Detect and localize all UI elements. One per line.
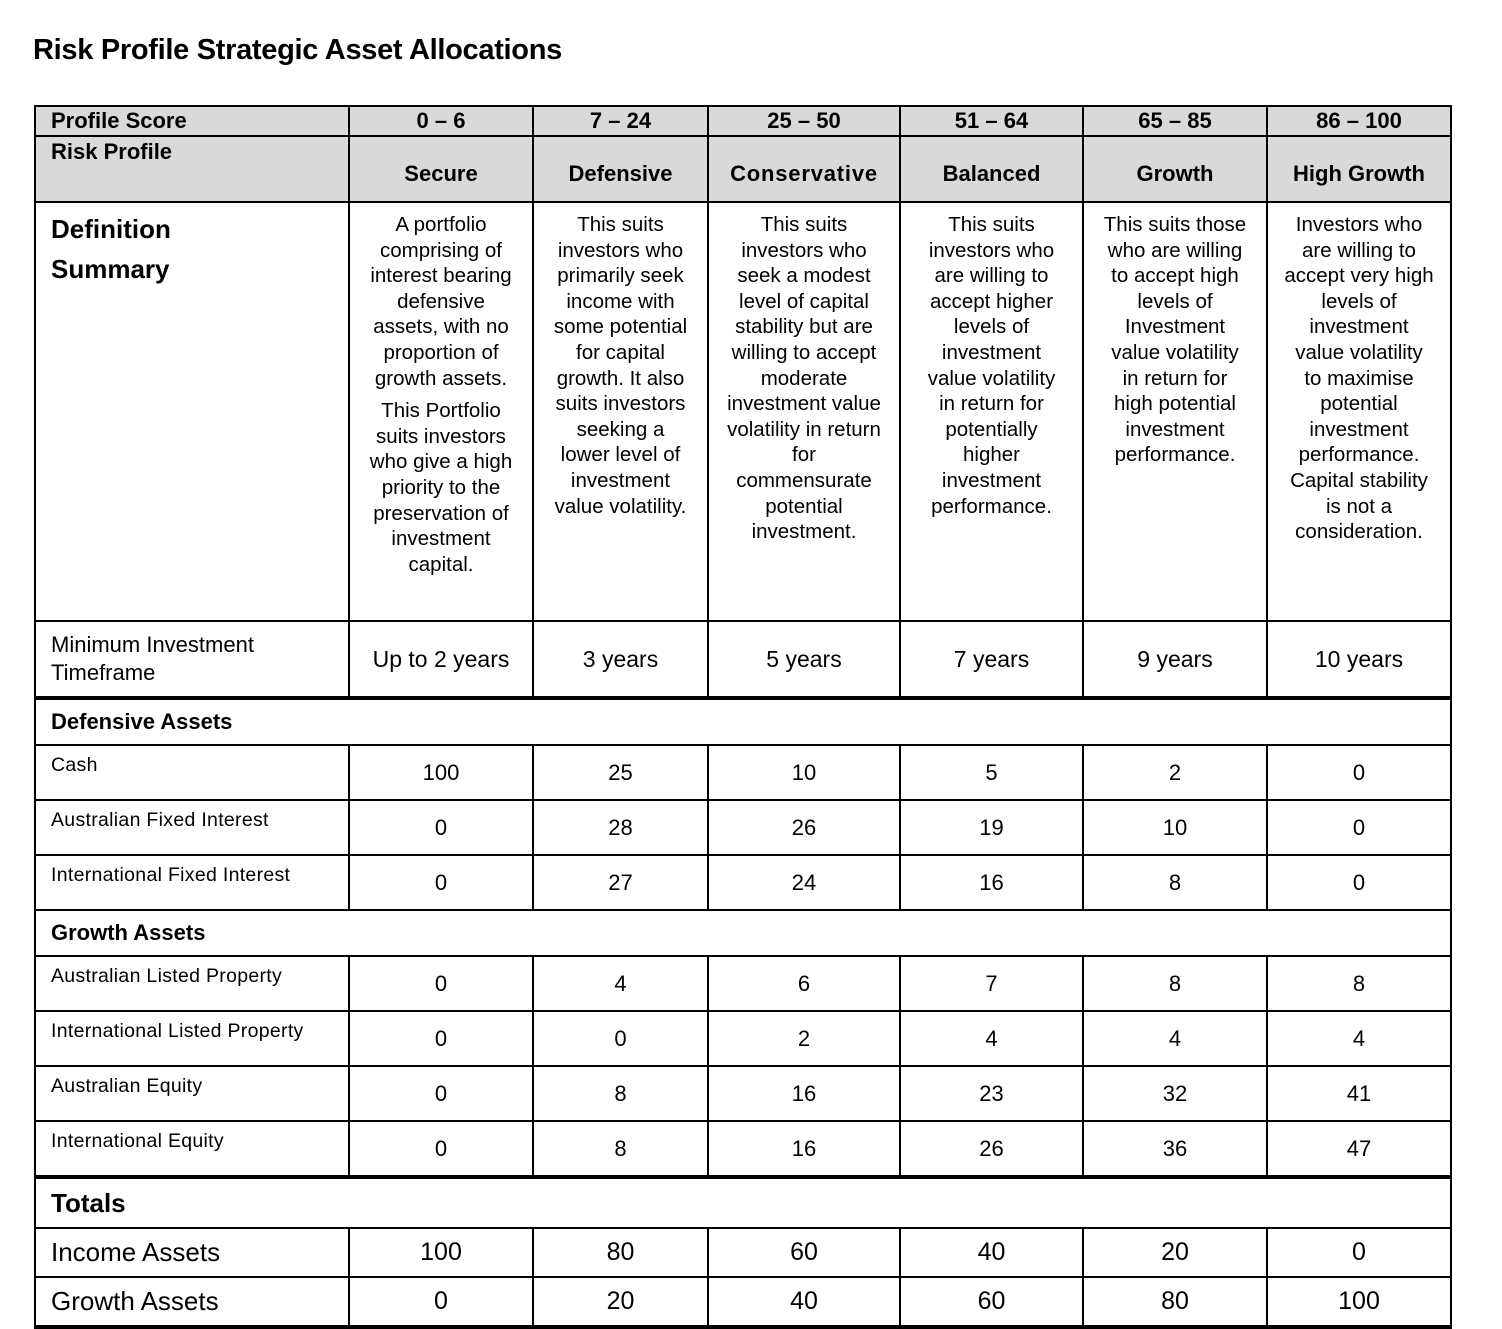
cell-value: 2 bbox=[1083, 745, 1267, 800]
table-row bbox=[35, 1066, 1451, 1121]
cell-value: 4 bbox=[900, 1011, 1083, 1066]
score-secure: 0 – 6 bbox=[349, 106, 533, 136]
cell-value: 41 bbox=[1267, 1066, 1451, 1121]
defensive-assets-heading-row bbox=[35, 698, 1451, 745]
row-label-income-assets: Income Assets bbox=[35, 1228, 349, 1277]
allocation-table bbox=[34, 105, 1452, 1329]
definition-label-line1: Definition bbox=[51, 214, 171, 244]
definition-label-line2: Summary bbox=[51, 254, 170, 284]
profile-growth: Growth bbox=[1083, 136, 1267, 202]
cell-value: 19 bbox=[900, 800, 1083, 855]
cell-value: 0 bbox=[1267, 800, 1451, 855]
cell-value: 8 bbox=[533, 1066, 708, 1121]
cell-value: 24 bbox=[708, 855, 900, 910]
definition-defensive bbox=[533, 202, 708, 621]
table-row bbox=[35, 1011, 1451, 1066]
cell-value: 20 bbox=[1083, 1228, 1267, 1277]
cell-value: 23 bbox=[900, 1066, 1083, 1121]
definition-summary-row bbox=[35, 202, 1451, 621]
definition-high-growth-text: Investors who are willing to accept very high levels of investment value volatility to maximise potential investment performance. Capital stability is not a consideration. bbox=[1284, 213, 1434, 544]
cell-value: 0 bbox=[349, 855, 533, 910]
cell-value: 4 bbox=[1267, 1011, 1451, 1066]
risk-profile-label: Risk Profile bbox=[35, 136, 349, 202]
timeframe-high-growth: 10 years bbox=[1267, 621, 1451, 698]
cell-value: 8 bbox=[1083, 956, 1267, 1011]
totals-heading-row bbox=[35, 1177, 1451, 1228]
definition-secure-p2: This Portfolio suits investors who give a high priority to the preservation of investment capital. bbox=[369, 399, 513, 576]
cell-value: 36 bbox=[1083, 1121, 1267, 1177]
cell-value: 16 bbox=[708, 1066, 900, 1121]
cell-value: 10 bbox=[708, 745, 900, 800]
row-label-international-equity: International Equity bbox=[35, 1121, 349, 1177]
timeframe-balanced: 7 years bbox=[900, 621, 1083, 698]
cell-value: 0 bbox=[1267, 745, 1451, 800]
cell-value: 8 bbox=[1267, 956, 1451, 1011]
cell-value: 100 bbox=[1267, 1277, 1451, 1327]
table-row bbox=[35, 800, 1451, 855]
definition-summary-label bbox=[35, 202, 349, 621]
cell-value: 7 bbox=[900, 956, 1083, 1011]
growth-assets-heading-row bbox=[35, 910, 1451, 956]
totals-heading: Totals bbox=[35, 1177, 1451, 1228]
score-balanced: 51 – 64 bbox=[900, 106, 1083, 136]
timeframe-defensive: 3 years bbox=[533, 621, 708, 698]
row-label-cash: Cash bbox=[35, 745, 349, 800]
row-label-international-fixed-interest: International Fixed Interest bbox=[35, 855, 349, 910]
row-label-growth-assets-total: Growth Assets bbox=[35, 1277, 349, 1327]
cell-value: 2 bbox=[708, 1011, 900, 1066]
table-row bbox=[35, 1121, 1451, 1177]
profile-secure: Secure bbox=[349, 136, 533, 202]
timeframe-label-line1: Minimum Investment bbox=[51, 632, 254, 657]
timeframe-conservative: 5 years bbox=[708, 621, 900, 698]
row-label-australian-equity: Australian Equity bbox=[35, 1066, 349, 1121]
definition-balanced bbox=[900, 202, 1083, 621]
cell-value: 0 bbox=[1267, 1228, 1451, 1277]
growth-assets-heading: Growth Assets bbox=[35, 910, 1451, 956]
definition-growth-text: This suits those who are willing to accept high levels of Investment value volatility in return for high potential investment performance. bbox=[1103, 213, 1247, 467]
cell-value: 0 bbox=[1267, 855, 1451, 910]
cell-value: 80 bbox=[533, 1228, 708, 1277]
cell-value: 26 bbox=[900, 1121, 1083, 1177]
profile-score-label: Profile Score bbox=[35, 106, 349, 136]
page-title: Risk Profile Strategic Asset Allocations bbox=[33, 34, 562, 66]
score-growth: 65 – 85 bbox=[1083, 106, 1267, 136]
definition-conservative bbox=[708, 202, 900, 621]
cell-value: 8 bbox=[533, 1121, 708, 1177]
cell-value: 20 bbox=[533, 1277, 708, 1327]
risk-profile-row bbox=[35, 136, 1451, 202]
table-row bbox=[35, 745, 1451, 800]
cell-value: 4 bbox=[533, 956, 708, 1011]
cell-value: 16 bbox=[900, 855, 1083, 910]
cell-value: 16 bbox=[708, 1121, 900, 1177]
profile-score-row bbox=[35, 106, 1451, 136]
cell-value: 0 bbox=[349, 1121, 533, 1177]
cell-value: 40 bbox=[900, 1228, 1083, 1277]
cell-value: 0 bbox=[349, 1277, 533, 1327]
cell-value: 4 bbox=[1083, 1011, 1267, 1066]
cell-value: 26 bbox=[708, 800, 900, 855]
table-row bbox=[35, 1277, 1451, 1327]
cell-value: 32 bbox=[1083, 1066, 1267, 1121]
row-label-international-listed-property: International Listed Property bbox=[35, 1011, 349, 1066]
table-row bbox=[35, 956, 1451, 1011]
definition-balanced-text: This suits investors who are willing to accept higher levels of investment value volatility in return for potentially higher investment performance. bbox=[927, 213, 1056, 518]
cell-value: 100 bbox=[349, 745, 533, 800]
cell-value: 100 bbox=[349, 1228, 533, 1277]
definition-conservative-text: This suits investors who seek a modest level of capital stability but are willing to accept moderate investment value volatility in return for commensurate potential investment. bbox=[727, 213, 881, 544]
cell-value: 10 bbox=[1083, 800, 1267, 855]
cell-value: 47 bbox=[1267, 1121, 1451, 1177]
cell-value: 80 bbox=[1083, 1277, 1267, 1327]
score-high-growth: 86 – 100 bbox=[1267, 106, 1451, 136]
cell-value: 6 bbox=[708, 956, 900, 1011]
cell-value: 5 bbox=[900, 745, 1083, 800]
definition-secure-p1: A portfolio comprising of interest bearing defensive assets, with no proportion of growth assets. bbox=[370, 213, 512, 390]
cell-value: 25 bbox=[533, 745, 708, 800]
table-row bbox=[35, 855, 1451, 910]
cell-value: 0 bbox=[349, 1066, 533, 1121]
timeframe-label-line2: Timeframe bbox=[51, 660, 156, 685]
table-row bbox=[35, 1228, 1451, 1277]
timeframe-growth: 9 years bbox=[1083, 621, 1267, 698]
profile-defensive: Defensive bbox=[533, 136, 708, 202]
definition-secure bbox=[349, 202, 533, 621]
timeframe-label bbox=[35, 621, 349, 698]
cell-value: 0 bbox=[349, 1011, 533, 1066]
score-defensive: 7 – 24 bbox=[533, 106, 708, 136]
score-conservative: 25 – 50 bbox=[708, 106, 900, 136]
cell-value: 0 bbox=[349, 956, 533, 1011]
cell-value: 0 bbox=[533, 1011, 708, 1066]
defensive-assets-heading: Defensive Assets bbox=[35, 698, 1451, 745]
cell-value: 8 bbox=[1083, 855, 1267, 910]
timeframe-row bbox=[35, 621, 1451, 698]
cell-value: 60 bbox=[708, 1228, 900, 1277]
cell-value: 40 bbox=[708, 1277, 900, 1327]
definition-defensive-text: This suits investors who primarily seek income with some potential for capital growth. It also suits investors seeking a lower level of investment value volatility. bbox=[553, 213, 688, 518]
profile-balanced: Balanced bbox=[900, 136, 1083, 202]
definition-growth bbox=[1083, 202, 1267, 621]
profile-conservative: Conservative bbox=[708, 136, 900, 202]
cell-value: 60 bbox=[900, 1277, 1083, 1327]
row-label-australian-fixed-interest: Australian Fixed Interest bbox=[35, 800, 349, 855]
row-label-australian-listed-property: Australian Listed Property bbox=[35, 956, 349, 1011]
cell-value: 27 bbox=[533, 855, 708, 910]
cell-value: 0 bbox=[349, 800, 533, 855]
timeframe-secure: Up to 2 years bbox=[349, 621, 533, 698]
cell-value: 28 bbox=[533, 800, 708, 855]
definition-high-growth bbox=[1267, 202, 1451, 621]
profile-high-growth: High Growth bbox=[1267, 136, 1451, 202]
